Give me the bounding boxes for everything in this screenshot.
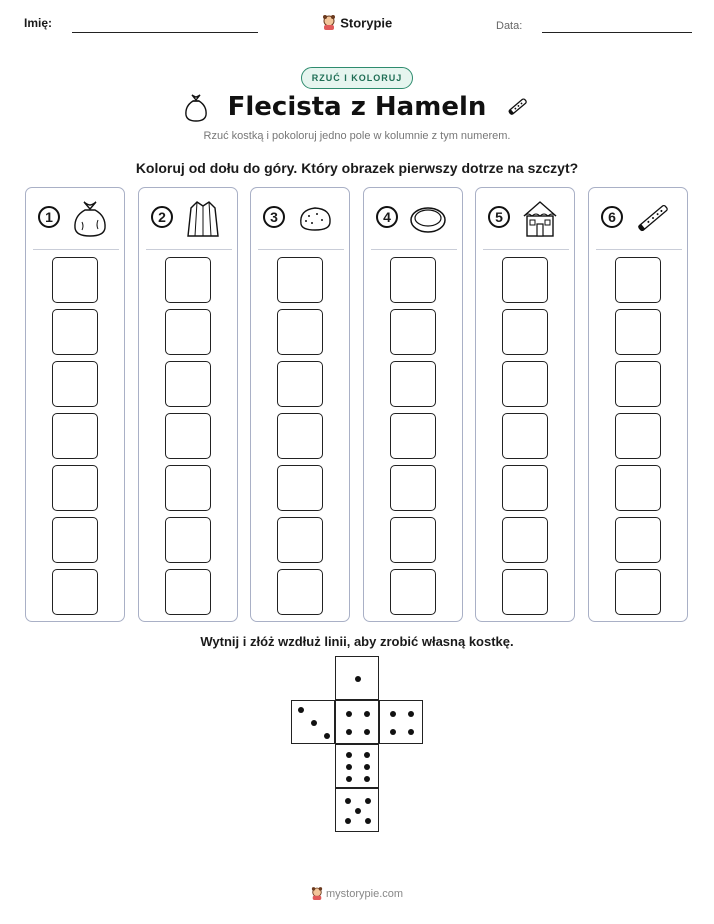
color-cell[interactable] — [277, 465, 323, 511]
column-number: 1 — [38, 206, 60, 228]
column-header — [597, 198, 681, 240]
subtitle: Rzuć kostką i pokoloruj jedno pole w kolumnie z tym numerem. — [203, 130, 511, 142]
dice-face-4 — [379, 700, 423, 744]
column-number: 3 — [263, 206, 285, 228]
color-cell[interactable] — [277, 569, 323, 615]
bread-icon — [295, 198, 335, 240]
footer — [0, 887, 714, 901]
color-cell[interactable] — [52, 465, 98, 511]
date-input-line[interactable] — [542, 32, 692, 33]
activity-tag: RZUĆ I KOLORUJ — [301, 67, 413, 89]
color-cell[interactable] — [165, 257, 211, 303]
dice-pip — [390, 711, 396, 717]
dice-pip — [408, 711, 414, 717]
color-cell[interactable] — [615, 569, 661, 615]
color-cell[interactable] — [502, 361, 548, 407]
column-divider — [33, 249, 119, 250]
color-cell[interactable] — [502, 413, 548, 459]
column-divider — [258, 249, 344, 250]
dice-pip — [408, 729, 414, 735]
color-cell[interactable] — [390, 309, 436, 355]
column-number: 6 — [601, 206, 623, 228]
house-icon — [520, 198, 560, 240]
color-cell[interactable] — [502, 465, 548, 511]
color-cell[interactable] — [390, 517, 436, 563]
dice-face-3 — [291, 700, 335, 744]
color-cell[interactable] — [165, 569, 211, 615]
column-header — [372, 198, 456, 240]
brand-name: Storypie — [340, 15, 393, 31]
color-cell[interactable] — [165, 465, 211, 511]
dice-pip — [364, 711, 370, 717]
color-cell[interactable] — [390, 413, 436, 459]
color-cell[interactable] — [165, 309, 211, 355]
dice-face-5 — [335, 788, 379, 832]
sack-icon — [183, 92, 209, 122]
dice-pip — [324, 733, 330, 739]
color-cell[interactable] — [52, 517, 98, 563]
color-cell[interactable] — [52, 257, 98, 303]
color-cell[interactable] — [52, 309, 98, 355]
dice-face-6 — [335, 744, 379, 788]
color-cell[interactable] — [390, 361, 436, 407]
color-cell[interactable] — [502, 569, 548, 615]
page-title: Flecista z Hameln — [227, 92, 487, 122]
title-row — [0, 92, 714, 126]
color-cell[interactable] — [502, 257, 548, 303]
color-cell[interactable] — [615, 413, 661, 459]
column-header — [259, 198, 343, 240]
name-input-line[interactable] — [72, 32, 258, 33]
dice-pip — [346, 711, 352, 717]
color-cell[interactable] — [52, 361, 98, 407]
dice-column-6 — [588, 187, 688, 622]
color-cell[interactable] — [502, 309, 548, 355]
color-cell[interactable] — [277, 309, 323, 355]
dice-column-2 — [138, 187, 238, 622]
color-cell[interactable] — [277, 257, 323, 303]
color-cell[interactable] — [390, 257, 436, 303]
dice-pip — [346, 764, 352, 770]
dice-pip — [364, 776, 370, 782]
dice-pip — [346, 752, 352, 758]
column-header — [147, 198, 231, 240]
column-header — [484, 198, 568, 240]
dice-pip — [355, 808, 361, 814]
dice-pip — [364, 752, 370, 758]
color-cell[interactable] — [52, 413, 98, 459]
brand-logo — [0, 14, 714, 32]
dice-pip — [345, 798, 351, 804]
robe-icon — [183, 198, 223, 240]
color-cell[interactable] — [52, 569, 98, 615]
column-divider — [483, 249, 569, 250]
color-cell[interactable] — [615, 361, 661, 407]
color-cell[interactable] — [502, 517, 548, 563]
color-cell[interactable] — [615, 517, 661, 563]
dice-pip — [311, 720, 317, 726]
footer-url: mystorypie.com — [326, 887, 404, 900]
instruction: Koloruj od dołu do góry. Który obrazek pierwszy dotrze na szczyt? — [135, 160, 579, 176]
column-divider — [146, 249, 232, 250]
storypie-mascot-icon — [322, 15, 336, 31]
color-cell[interactable] — [165, 413, 211, 459]
column-number: 2 — [151, 206, 173, 228]
color-cell[interactable] — [390, 569, 436, 615]
dice-column-4 — [363, 187, 463, 622]
flute-icon — [505, 92, 531, 122]
dice-pip — [365, 798, 371, 804]
color-cell[interactable] — [615, 465, 661, 511]
dice-pip — [364, 764, 370, 770]
dice-pip — [345, 818, 351, 824]
dice-pip — [365, 818, 371, 824]
color-cell[interactable] — [277, 517, 323, 563]
dice-pip — [346, 729, 352, 735]
column-number: 4 — [376, 206, 398, 228]
color-cell[interactable] — [165, 517, 211, 563]
coin-icon — [408, 198, 448, 240]
dice-pip — [346, 776, 352, 782]
name-label: Imię: — [24, 16, 53, 30]
dice-pip — [390, 729, 396, 735]
storypie-mascot-icon — [311, 887, 323, 901]
dice-pip — [298, 707, 304, 713]
color-cell[interactable] — [165, 361, 211, 407]
dice-pip — [364, 729, 370, 735]
color-cell[interactable] — [277, 361, 323, 407]
column-number: 5 — [488, 206, 510, 228]
color-cell[interactable] — [615, 309, 661, 355]
color-cell[interactable] — [615, 257, 661, 303]
dice-column-3 — [250, 187, 350, 622]
date-label: Data: — [496, 20, 523, 32]
cut-instruction: Wytnij i złóż wzdłuż linii, aby zrobić własną kostkę. — [200, 634, 514, 649]
column-header — [34, 198, 118, 240]
dice-column-1 — [25, 187, 125, 622]
dice-pip — [355, 676, 361, 682]
color-cell[interactable] — [277, 413, 323, 459]
flute-icon — [633, 198, 673, 240]
column-divider — [371, 249, 457, 250]
dice-column-5 — [475, 187, 575, 622]
dice-face-4 — [335, 700, 379, 744]
color-cell[interactable] — [390, 465, 436, 511]
sack-icon — [70, 198, 110, 240]
dice-face-1 — [335, 656, 379, 700]
column-divider — [596, 249, 682, 250]
